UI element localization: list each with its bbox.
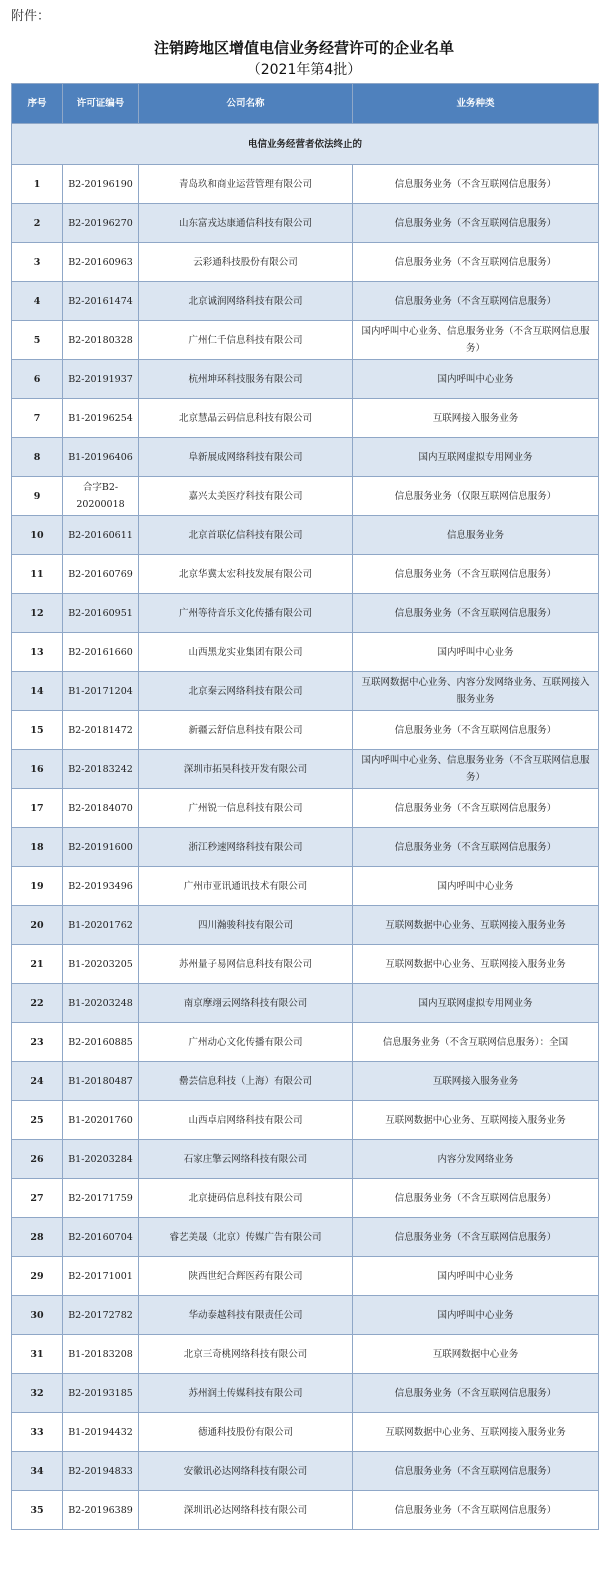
serial-number-cell: 29 [12, 1257, 63, 1296]
license-number-cell: B2-20194833 [63, 1452, 139, 1491]
license-number-cell: B2-20171759 [63, 1179, 139, 1218]
serial-number-cell: 20 [12, 906, 63, 945]
table-row [12, 516, 599, 555]
serial-number-cell: 17 [12, 789, 63, 828]
serial-number-cell: 25 [12, 1101, 63, 1140]
business-type-cell: 国内互联网虚拟专用网业务 [353, 438, 599, 477]
license-number-cell: B1-20194432 [63, 1413, 139, 1452]
serial-number-cell: 9 [12, 477, 63, 516]
document-title: 注销跨地区增值电信业务经营许可的企业名单 [153, 39, 454, 57]
license-number-cell: 合字B2-20200018 [63, 477, 139, 516]
table-row [12, 1101, 599, 1140]
license-number-cell: B2-20180328 [63, 321, 139, 360]
license-number-cell: B1-20180487 [63, 1062, 139, 1101]
table-row [12, 984, 599, 1023]
table-row [12, 750, 599, 789]
serial-number-cell: 32 [12, 1374, 63, 1413]
company-name-cell: 深圳讯必达网络科技有限公司 [139, 1491, 353, 1530]
business-type-cell: 信息服务业务（不含互联网信息服务） [353, 1491, 599, 1530]
license-number-cell: B2-20191937 [63, 360, 139, 399]
serial-number-cell: 13 [12, 633, 63, 672]
table-row [12, 828, 599, 867]
business-type-cell: 信息服务业务（不含互联网信息服务） [353, 828, 599, 867]
serial-number-cell: 23 [12, 1023, 63, 1062]
serial-number-cell: 35 [12, 1491, 63, 1530]
table-row [12, 867, 599, 906]
table-row [12, 1023, 599, 1062]
serial-number-cell: 24 [12, 1062, 63, 1101]
serial-number-cell: 14 [12, 672, 63, 711]
table-row [12, 1257, 599, 1296]
business-type-cell: 国内呼叫中心业务、信息服务业务（不含互联网信息服务） [353, 750, 599, 789]
table-row [12, 438, 599, 477]
company-name-cell: 广州锐一信息科技有限公司 [139, 789, 353, 828]
table-header-row [12, 84, 599, 124]
license-number-cell: B2-20160769 [63, 555, 139, 594]
license-number-cell: B1-20203248 [63, 984, 139, 1023]
table-row [12, 477, 599, 516]
table-row [12, 1491, 599, 1530]
license-number-cell: B2-20181472 [63, 711, 139, 750]
company-name-cell: 北京慧晶云码信息科技有限公司 [139, 399, 353, 438]
table-row [12, 594, 599, 633]
license-number-cell: B1-20196254 [63, 399, 139, 438]
table-row [12, 399, 599, 438]
company-name-cell: 广州仁千信息科技有限公司 [139, 321, 353, 360]
serial-number-cell: 16 [12, 750, 63, 789]
company-name-cell: 杭州坤环科技服务有限公司 [139, 360, 353, 399]
table-row [12, 789, 599, 828]
company-name-cell: 罍芸信息科技（上海）有限公司 [139, 1062, 353, 1101]
business-type-cell: 互联网接入服务业务 [353, 399, 599, 438]
serial-number-cell: 8 [12, 438, 63, 477]
company-name-cell: 北京三奇桃网络科技有限公司 [139, 1335, 353, 1374]
license-number-cell: B2-20193496 [63, 867, 139, 906]
business-type-cell: 信息服务业务（不含互联网信息服务） [353, 1218, 599, 1257]
company-list-table [11, 83, 599, 1530]
license-number-cell: B2-20172782 [63, 1296, 139, 1335]
business-type-cell: 国内互联网虚拟专用网业务 [353, 984, 599, 1023]
serial-number-cell: 6 [12, 360, 63, 399]
serial-number-cell: 11 [12, 555, 63, 594]
serial-number-cell: 7 [12, 399, 63, 438]
business-type-cell: 信息服务业务（不含互联网信息服务） [353, 243, 599, 282]
license-number-cell: B1-20203205 [63, 945, 139, 984]
company-name-cell: 广州等待音乐文化传播有限公司 [139, 594, 353, 633]
serial-number-cell: 27 [12, 1179, 63, 1218]
table-row [12, 321, 599, 360]
table-row [12, 1374, 599, 1413]
license-number-cell: B2-20183242 [63, 750, 139, 789]
company-name-cell: 新疆云舒信息科技有限公司 [139, 711, 353, 750]
business-type-cell: 信息服务业务（不含互联网信息服务） [353, 1452, 599, 1491]
business-type-cell: 互联网数据中心业务、互联网接入服务业务 [353, 1413, 599, 1452]
company-name-cell: 嘉兴太美医疗科技有限公司 [139, 477, 353, 516]
business-type-cell: 信息服务业务（不含互联网信息服务） [353, 165, 599, 204]
serial-number-cell: 10 [12, 516, 63, 555]
business-type-cell: 信息服务业务（不含互联网信息服务） [353, 282, 599, 321]
company-name-cell: 四川瀚骏科技有限公司 [139, 906, 353, 945]
table-row [12, 633, 599, 672]
table-row [12, 1062, 599, 1101]
header-company-name: 公司名称 [139, 84, 353, 124]
license-number-cell: B2-20191600 [63, 828, 139, 867]
company-name-cell: 睿艺美晟（北京）传媒广告有限公司 [139, 1218, 353, 1257]
license-number-cell: B2-20196190 [63, 165, 139, 204]
table-row [12, 906, 599, 945]
table-row [12, 1179, 599, 1218]
serial-number-cell: 12 [12, 594, 63, 633]
company-name-cell: 苏州量子易网信息科技有限公司 [139, 945, 353, 984]
serial-number-cell: 30 [12, 1296, 63, 1335]
serial-number-cell: 26 [12, 1140, 63, 1179]
license-number-cell: B1-20196406 [63, 438, 139, 477]
license-number-cell: B2-20161660 [63, 633, 139, 672]
table-row [12, 165, 599, 204]
company-name-cell: 苏州润土传媒科技有限公司 [139, 1374, 353, 1413]
company-name-cell: 德通科技股份有限公司 [139, 1413, 353, 1452]
company-name-cell: 山西黑龙实业集团有限公司 [139, 633, 353, 672]
business-type-cell: 国内呼叫中心业务 [353, 360, 599, 399]
company-name-cell: 安徽讯必达网络科技有限公司 [139, 1452, 353, 1491]
attachment-label: 附件： [11, 9, 51, 24]
serial-number-cell: 5 [12, 321, 63, 360]
business-type-cell: 互联网数据中心业务 [353, 1335, 599, 1374]
business-type-cell: 互联网数据中心业务、内容分发网络业务、互联网接入服务业务 [353, 672, 599, 711]
serial-number-cell: 33 [12, 1413, 63, 1452]
license-number-cell: B2-20160963 [63, 243, 139, 282]
license-number-cell: B2-20160611 [63, 516, 139, 555]
license-number-cell: B2-20171001 [63, 1257, 139, 1296]
business-type-cell: 信息服务业务（不含互联网信息服务） [353, 204, 599, 243]
company-name-cell: 广州市亚讯通讯技术有限公司 [139, 867, 353, 906]
business-type-cell: 互联网数据中心业务、互联网接入服务业务 [353, 1101, 599, 1140]
company-name-cell: 山东富戎达康通信科技有限公司 [139, 204, 353, 243]
company-name-cell: 浙江秒速网络科技有限公司 [139, 828, 353, 867]
table-row [12, 711, 599, 750]
license-number-cell: B2-20193185 [63, 1374, 139, 1413]
license-number-cell: B2-20184070 [63, 789, 139, 828]
company-name-cell: 深圳市拓昊科技开发有限公司 [139, 750, 353, 789]
table-row [12, 360, 599, 399]
company-name-cell: 北京秦云网络科技有限公司 [139, 672, 353, 711]
table-row [12, 1296, 599, 1335]
table-row [12, 1335, 599, 1374]
business-type-cell: 国内呼叫中心业务 [353, 633, 599, 672]
company-name-cell: 陕西世纪合辉医药有限公司 [139, 1257, 353, 1296]
company-name-cell: 华动泰越科技有限责任公司 [139, 1296, 353, 1335]
header-business-type: 业务种类 [353, 84, 599, 124]
business-type-cell: 国内呼叫中心业务 [353, 1257, 599, 1296]
serial-number-cell: 15 [12, 711, 63, 750]
table-row [12, 672, 599, 711]
business-type-cell: 国内呼叫中心业务、信息服务业务（不含互联网信息服务） [353, 321, 599, 360]
company-name-cell: 石家庄擎云网络科技有限公司 [139, 1140, 353, 1179]
section-row [12, 124, 599, 165]
license-number-cell: B2-20161474 [63, 282, 139, 321]
business-type-cell: 信息服务业务（不含互联网信息服务） [353, 1374, 599, 1413]
serial-number-cell: 18 [12, 828, 63, 867]
business-type-cell: 互联网数据中心业务、互联网接入服务业务 [353, 945, 599, 984]
license-number-cell: B1-20201760 [63, 1101, 139, 1140]
section-label: 电信业务经营者依法终止的 [12, 124, 599, 165]
business-type-cell: 信息服务业务（仅限互联网信息服务） [353, 477, 599, 516]
license-number-cell: B2-20160704 [63, 1218, 139, 1257]
serial-number-cell: 3 [12, 243, 63, 282]
license-number-cell: B2-20196389 [63, 1491, 139, 1530]
table-row [12, 204, 599, 243]
business-type-cell: 信息服务业务 [353, 516, 599, 555]
serial-number-cell: 1 [12, 165, 63, 204]
table-row [12, 1218, 599, 1257]
header-serial-number: 序号 [12, 84, 63, 124]
company-name-cell: 北京华冀太宏科技发展有限公司 [139, 555, 353, 594]
business-type-cell: 信息服务业务（不含互联网信息服务） [353, 711, 599, 750]
license-number-cell: B1-20183208 [63, 1335, 139, 1374]
business-type-cell: 互联网接入服务业务 [353, 1062, 599, 1101]
license-number-cell: B1-20171204 [63, 672, 139, 711]
company-name-cell: 北京首联亿信科技有限公司 [139, 516, 353, 555]
header-license-number: 许可证编号 [63, 84, 139, 124]
serial-number-cell: 31 [12, 1335, 63, 1374]
serial-number-cell: 2 [12, 204, 63, 243]
company-name-cell: 北京捷码信息科技有限公司 [139, 1179, 353, 1218]
serial-number-cell: 34 [12, 1452, 63, 1491]
business-type-cell: 国内呼叫中心业务 [353, 867, 599, 906]
license-number-cell: B2-20196270 [63, 204, 139, 243]
serial-number-cell: 4 [12, 282, 63, 321]
business-type-cell: 信息服务业务（不含互联网信息服务） [353, 1179, 599, 1218]
serial-number-cell: 28 [12, 1218, 63, 1257]
license-number-cell: B1-20203284 [63, 1140, 139, 1179]
table-row [12, 555, 599, 594]
license-number-cell: B2-20160885 [63, 1023, 139, 1062]
business-type-cell: 信息服务业务（不含互联网信息服务） [353, 789, 599, 828]
company-name-cell: 阜新展成网络科技有限公司 [139, 438, 353, 477]
document-subtitle: （2021年第4批） [246, 62, 362, 78]
serial-number-cell: 19 [12, 867, 63, 906]
business-type-cell: 信息服务业务（不含互联网信息服务） [353, 555, 599, 594]
table-row [12, 1413, 599, 1452]
table-row [12, 945, 599, 984]
company-name-cell: 云彩通科技股份有限公司 [139, 243, 353, 282]
serial-number-cell: 21 [12, 945, 63, 984]
serial-number-cell: 22 [12, 984, 63, 1023]
table-row [12, 1452, 599, 1491]
business-type-cell: 国内呼叫中心业务 [353, 1296, 599, 1335]
business-type-cell: 信息服务业务（不含互联网信息服务）：全国 [353, 1023, 599, 1062]
company-name-cell: 青岛玖和商业运营管理有限公司 [139, 165, 353, 204]
company-name-cell: 广州动心文化传播有限公司 [139, 1023, 353, 1062]
company-name-cell: 南京摩翊云网络科技有限公司 [139, 984, 353, 1023]
company-name-cell: 北京诚润网络科技有限公司 [139, 282, 353, 321]
license-number-cell: B1-20201762 [63, 906, 139, 945]
business-type-cell: 信息服务业务（不含互联网信息服务） [353, 594, 599, 633]
table-row [12, 243, 599, 282]
company-name-cell: 山西卓启网络科技有限公司 [139, 1101, 353, 1140]
business-type-cell: 互联网数据中心业务、互联网接入服务业务 [353, 906, 599, 945]
business-type-cell: 内容分发网络业务 [353, 1140, 599, 1179]
table-row [12, 282, 599, 321]
license-number-cell: B2-20160951 [63, 594, 139, 633]
table-row [12, 1140, 599, 1179]
